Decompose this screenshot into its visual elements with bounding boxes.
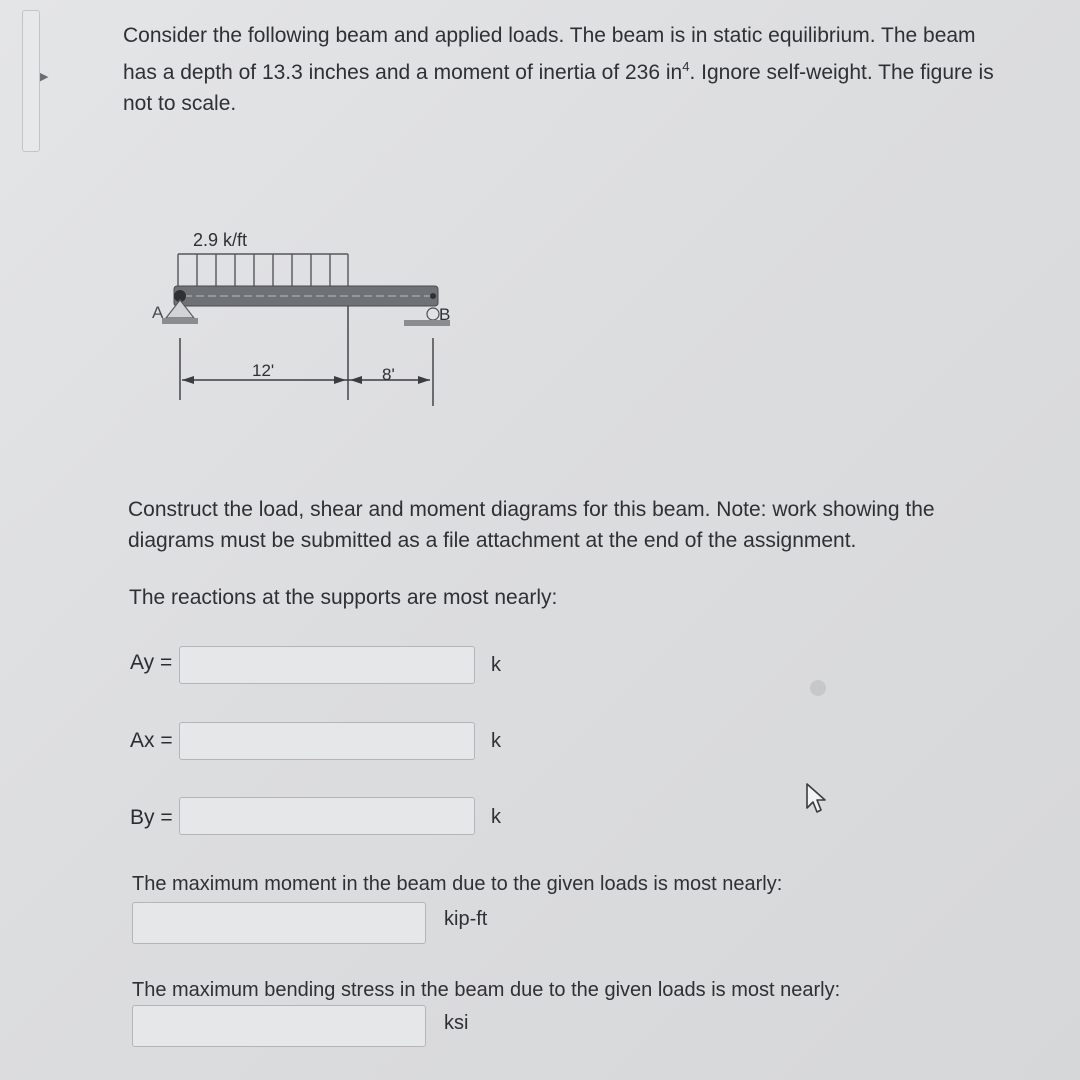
intro-line-2-text: has a depth of 13.3 inches and a moment of inertia of 236 in <box>123 61 683 84</box>
dot-icon <box>810 680 826 696</box>
reactions-prompt: The reactions at the supports are most nearly: <box>129 586 558 609</box>
support-b-label: B <box>439 305 451 324</box>
ay-input[interactable] <box>179 646 475 684</box>
arrowhead-mid-left-icon <box>334 376 346 384</box>
by-label: By = <box>130 806 173 829</box>
ax-label: Ax = <box>130 729 173 752</box>
mouse-cursor-icon <box>803 782 833 816</box>
arrowhead-right-icon <box>418 376 430 384</box>
side-panel-tab[interactable] <box>22 10 40 152</box>
moment-input[interactable] <box>132 902 426 944</box>
ax-unit: k <box>491 730 501 752</box>
roller-b-icon <box>427 308 439 320</box>
moment-unit: kip-ft <box>444 908 488 930</box>
intro-line-3: not to scale. <box>123 92 237 115</box>
intro-line-2-end: . Ignore self-weight. The figure is <box>689 61 994 84</box>
problem-statement <box>123 20 1073 119</box>
moment-prompt: The maximum moment in the beam due to the given loads is most nearly: <box>132 873 783 895</box>
by-input[interactable] <box>179 797 475 835</box>
instructions-line-1: Construct the load, shear and moment diagrams for this beam. Note: work showing the <box>128 498 935 521</box>
intro-line-2 <box>123 51 1073 88</box>
support-a-label: A <box>152 303 164 322</box>
load-label: 2.9 k/ft <box>193 230 248 250</box>
ax-input[interactable] <box>179 722 475 760</box>
arrowhead-mid-right-icon <box>350 376 362 384</box>
ay-unit: k <box>491 654 501 676</box>
arrowhead-left-icon <box>182 376 194 384</box>
ground-a <box>162 318 198 324</box>
beam-diagram <box>140 220 460 420</box>
expand-arrow-icon[interactable]: ▶ <box>40 71 49 83</box>
stress-unit: ksi <box>444 1012 469 1034</box>
stress-prompt: The maximum bending stress in the beam due to the given loads is most nearly: <box>132 979 841 1001</box>
joint-b-icon <box>430 293 436 299</box>
by-unit: k <box>491 806 501 828</box>
superscript: 4 <box>682 59 690 74</box>
intro-line-1: Consider the following beam and applied loads. The beam is in static equilibrium. The beam <box>123 24 976 47</box>
dim-left-label: 12' <box>252 361 275 380</box>
dim-right-label: 8' <box>382 365 395 384</box>
instructions-line-2: diagrams must be submitted as a file attachment at the end of the assignment. <box>128 529 857 552</box>
stress-input[interactable] <box>132 1005 426 1047</box>
instructions <box>128 494 1028 556</box>
ay-label: Ay = <box>130 651 173 674</box>
distributed-load-arrows <box>178 254 348 286</box>
